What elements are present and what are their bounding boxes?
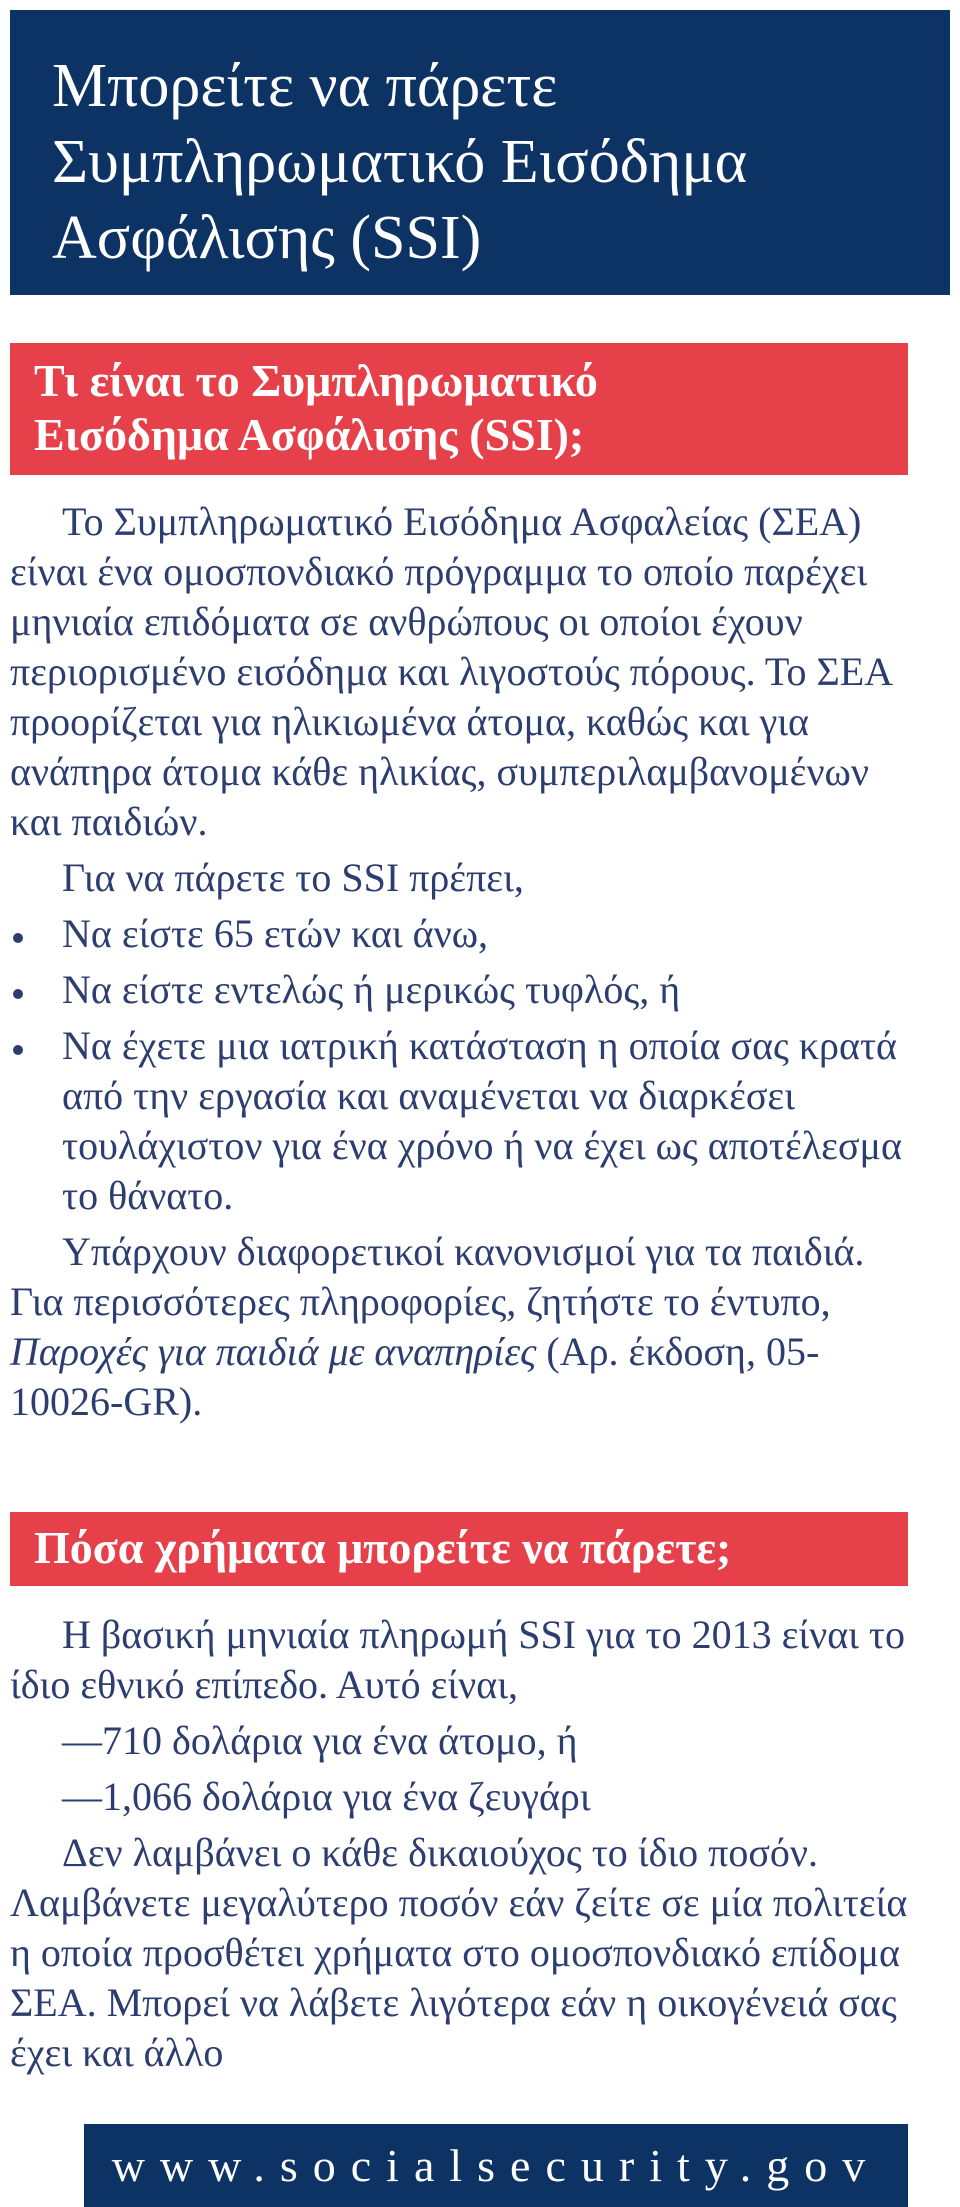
eligibility-item-blind: Να είστε εντελώς ή μερικώς τυφλός, ή — [10, 965, 910, 1015]
eligibility-list — [10, 909, 910, 1221]
page-title-line-3: Ασφάλισης (SSI) — [52, 204, 482, 272]
page-title-line-2: Συμπληρωματικό Εισόδημα — [52, 128, 748, 196]
footer-url-banner — [84, 2124, 908, 2207]
amount-individual: —710 δολάρια για ένα άτομο, ή — [62, 1718, 578, 1763]
section-heading-line-2: Εισόδημα Ασφάλισης (SSI); — [34, 409, 585, 460]
section-how-much-body — [10, 1610, 910, 2078]
eligibility-item-medical: Να έχετε μια ιατρική κατάσταση η οποία σας κρατά από την εργασία και αναμένεται να διαρκέσει τουλάχιστον για ένα χρόνο ή να έχει ως αποτέλεσμα το θάνατο. — [10, 1021, 910, 1221]
website-url: www.socialsecurity.gov — [111, 2140, 881, 2191]
page-title-line-1: Μπορείτε να πάρετε — [52, 52, 558, 120]
payment-paragraph: Η βασική μηνιαία πληρωμή SSI για το 2013 είναι το ίδιο εθνικό επίπεδο. Αυτό είναι, — [10, 1612, 906, 1707]
children-brochure-number: (Αρ. έκδοση, 05-10026-GR). — [10, 1329, 820, 1424]
ssi-description-paragraph: Το Συμπληρωματικό Εισόδημα Ασφαλείας (ΣΕΑ) είναι ένα ομοσπονδιακό πρόγραμμα το οποίο παρέχει μηνιαία επιδόματα σε ανθρώπους οι οποίοι έχουν περιορισμένο εισόδημα και λιγοστούς πόρους. Το ΣΕΑ προορίζεται για ηλικιωμένα άτομα, καθώς και για ανάπηρα άτομα κάθε ηλικίας, συμπεριλαμβανομένων και παιδιών. — [10, 499, 891, 844]
children-info-text: Υπάρχουν διαφορετικοί κανονισμοί για τα παιδιά. Για περισσότερες πληροφορίες, ζητήστε το έντυπο, — [10, 1229, 865, 1324]
section-heading-how-much — [10, 1512, 908, 1586]
section-heading-line-1: Τι είναι το Συμπληρωματικό — [34, 355, 598, 406]
amount-variation-paragraph: Δεν λαμβάνει ο κάθε δικαιούχος το ίδιο ποσόν. Λαμβάνετε μεγαλύτερο ποσόν εάν ζείτε σε μία πολιτεία η οποία προσθέτει χρήματα στο ομοσπονδιακό επίδομα ΣΕΑ. Μπορεί να λάβετε λιγότερα εάν η οικογένειά σας έχει και άλλο — [10, 1830, 908, 2075]
section-heading-how-much-text: Πόσα χρήματα μπορείτε να πάρετε; — [34, 1522, 732, 1573]
title-banner — [10, 10, 950, 295]
eligibility-intro: Για να πάρετε το SSI πρέπει, — [62, 855, 524, 900]
children-info-paragraph — [10, 1227, 910, 1427]
section-what-is-ssi-body — [10, 497, 910, 1427]
children-brochure-title: Παροχές για παιδιά με αναπηρίες — [10, 1329, 537, 1374]
amount-couple: —1,066 δολάρια για ένα ζευγάρι — [62, 1774, 591, 1819]
section-heading-what-is-ssi — [10, 343, 908, 475]
eligibility-item-age: Να είστε 65 ετών και άνω, — [10, 909, 910, 959]
